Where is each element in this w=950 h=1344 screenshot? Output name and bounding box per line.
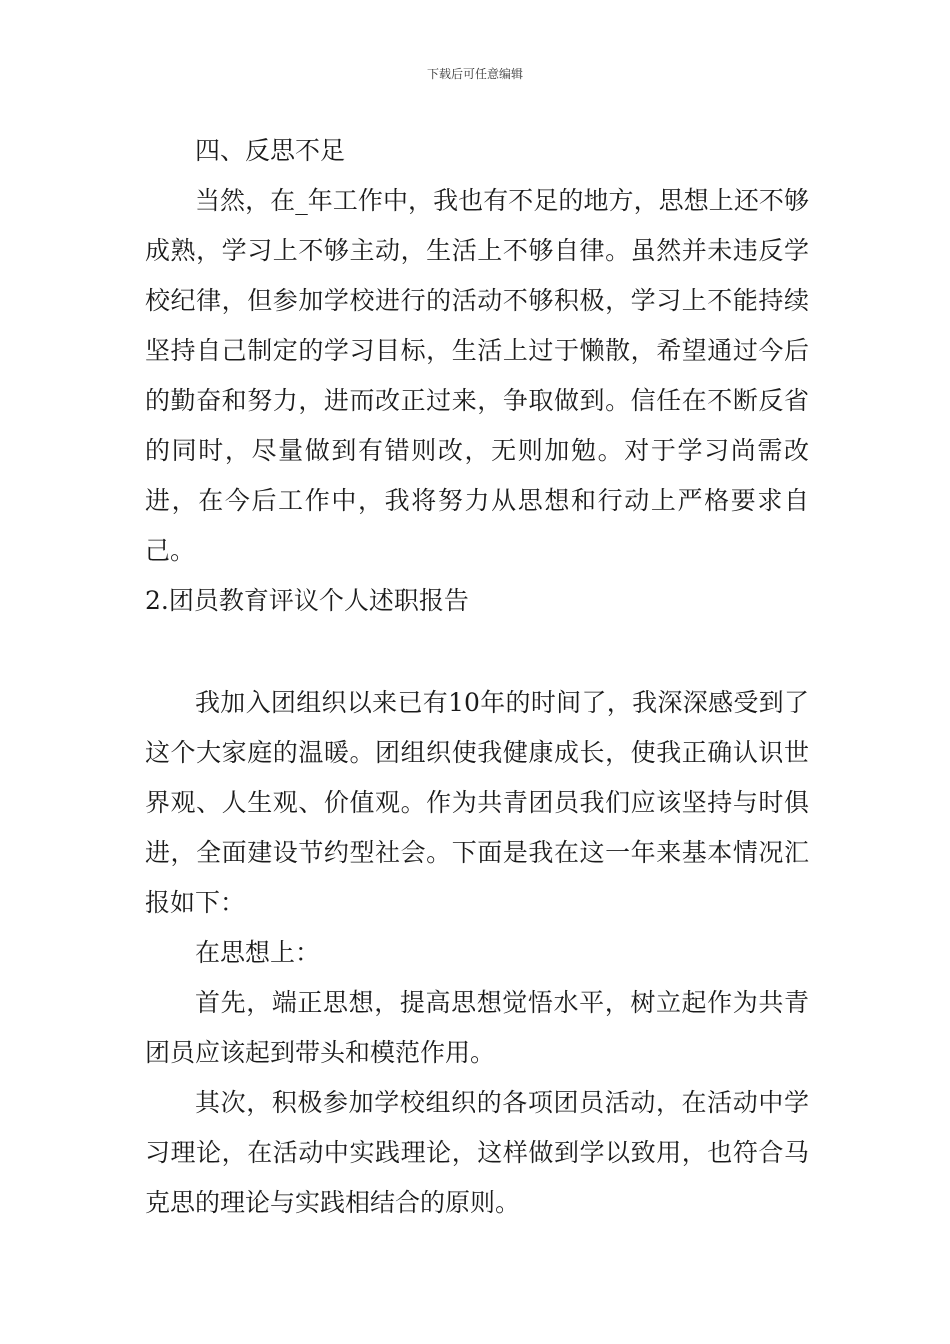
- report-title: 2.团员教育评议个人述职报告: [145, 586, 469, 615]
- paragraph-intro: 我加入团组织以来已有10年的时间了，我深深感受到了这个大家庭的温暖。团组织使我健康成长，使我正确认识世界观、人生观、价值观。作为共青团员我们应该坚持与时俱进，全面建设节约型社会。下面是我在这一年来基本情况汇报如下：: [145, 688, 809, 917]
- paragraph-second: 其次，积极参加学校组织的各项团员活动，在活动中学习理论，在活动中实践理论，这样做到学以致用，也符合马克思的理论与实践相结合的原则。: [145, 1088, 809, 1217]
- download-note: 下载后可任意编辑: [426, 67, 523, 81]
- paragraph-first: 首先，端正思想，提高思想觉悟水平，树立起作为共青团员应该起到带头和模范作用。: [145, 988, 809, 1067]
- paragraph-reflection: 当然，在_年工作中，我也有不足的地方，思想上还不够成熟，学习上不够主动，生活上不够自律。虽然并未违反学校纪律，但参加学校进行的活动不够积极，学习上不能持续坚持自己制定的学习目标，生活上过于懒散，希望通过今后的勤奋和努力，进而改正过来，争取做到。信任在不断反省的同时，尽量做到有错则改，无则加勉。对于学习尚需改进，在今后工作中，我将努力从思想和行动上严格要求自己。: [145, 186, 809, 565]
- document-body: [145, 126, 809, 1228]
- subheading-thought: 在思想上：: [195, 938, 321, 967]
- section-heading: 四、反思不足: [195, 136, 346, 165]
- blank-line: [145, 626, 809, 678]
